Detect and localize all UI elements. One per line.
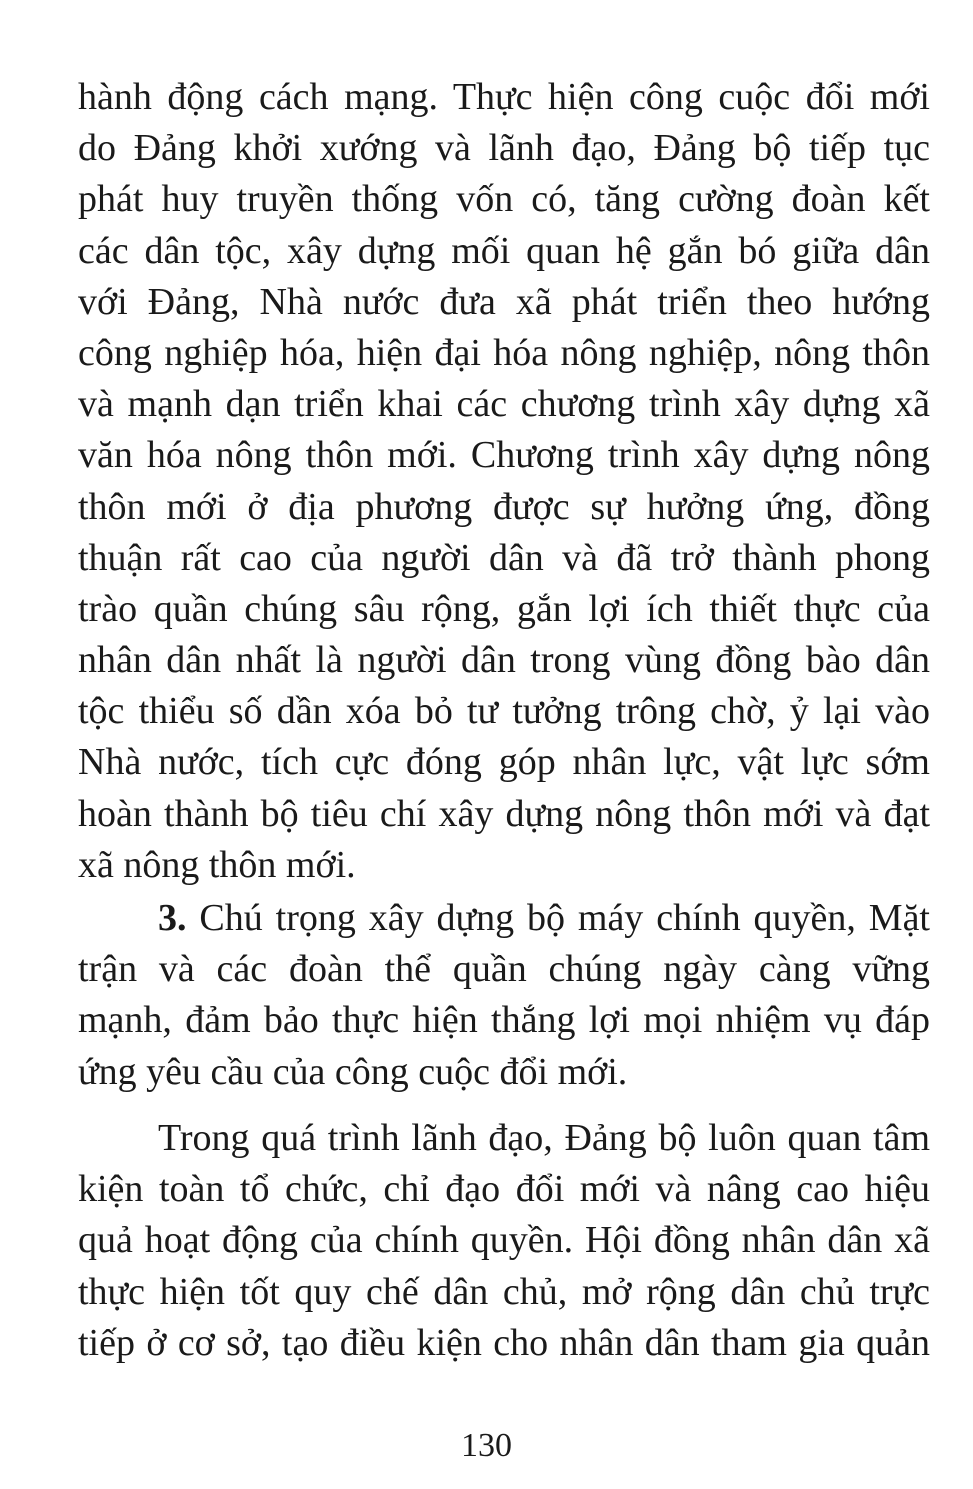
- text-line: văn hóa nông thôn mới. Chương trình xây dựng nông: [78, 434, 930, 477]
- text-line: phát huy truyền thống vốn có, tăng cường đoàn kết: [78, 178, 930, 221]
- text-line: tiếp ở cơ sở, tạo điều kiện cho nhân dân tham gia quản: [78, 1321, 930, 1364]
- text-line: hoàn thành bộ tiêu chí xây dựng nông thôn mới và đạt: [78, 792, 930, 835]
- section-3-heading-paragraph: [78, 893, 930, 1098]
- text-line: mạnh, đảm bảo thực hiện thắng lợi mọi nhiệm vụ đáp: [78, 999, 930, 1042]
- text-line: hành động cách mạng. Thực hiện công cuộc đổi mới: [78, 76, 930, 118]
- text-line: thuận rất cao của người dân và đã trở thành phong: [78, 536, 930, 579]
- text-line: công nghiệp hóa, hiện đại hóa nông nghiệp, nông thôn: [78, 331, 930, 374]
- text-line: thực hiện tốt quy chế dân chủ, mở rộng dân chủ trực: [78, 1270, 930, 1313]
- paragraph-continuation: [78, 72, 930, 891]
- section-number: 3.: [158, 897, 187, 939]
- text-line: trào quần chúng sâu rộng, gắn lợi ích thiết thực của: [78, 587, 930, 630]
- text-line: Trong quá trình lãnh đạo, Đảng bộ luôn quan tâm: [158, 1117, 930, 1159]
- text-line: kiện toàn tổ chức, chỉ đạo đổi mới và nâng cao hiệu: [78, 1168, 930, 1211]
- text-line: và mạnh dạn triển khai các chương trình xây dựng xã: [78, 383, 930, 426]
- text-line: với Đảng, Nhà nước đưa xã phát triển theo hướng: [78, 280, 930, 323]
- text-line: thôn mới ở địa phương được sự hưởng ứng, đồng: [78, 485, 930, 528]
- text-line: do Đảng khởi xướng và lãnh đạo, Đảng bộ tiếp tục: [78, 127, 930, 170]
- text-line: quả hoạt động của chính quyền. Hội đồng nhân dân xã: [78, 1219, 930, 1262]
- text-line: các dân tộc, xây dựng mối quan hệ gắn bó giữa dân: [78, 229, 930, 272]
- text-line: ứng yêu cầu của công cuộc đổi mới.: [78, 1050, 628, 1093]
- text-line: Nhà nước, tích cực đóng góp nhân lực, vật lực sớm: [78, 741, 930, 784]
- text-line: [78, 893, 930, 944]
- text-line: xã nông thôn mới.: [78, 843, 356, 886]
- text-line: tộc thiểu số dần xóa bỏ tư tưởng trông chờ, ỷ lại vào: [78, 690, 930, 733]
- page-number: 130: [461, 1427, 512, 1464]
- text-line-content: Chú trọng xây dựng bộ máy chính quyền, Mặt: [186, 897, 930, 939]
- paragraph-body: [78, 1113, 930, 1369]
- text-line: trận và các đoàn thể quần chúng ngày càng vững: [78, 948, 930, 991]
- text-line: nhân dân nhất là người dân trong vùng đồng bào dân: [78, 639, 930, 682]
